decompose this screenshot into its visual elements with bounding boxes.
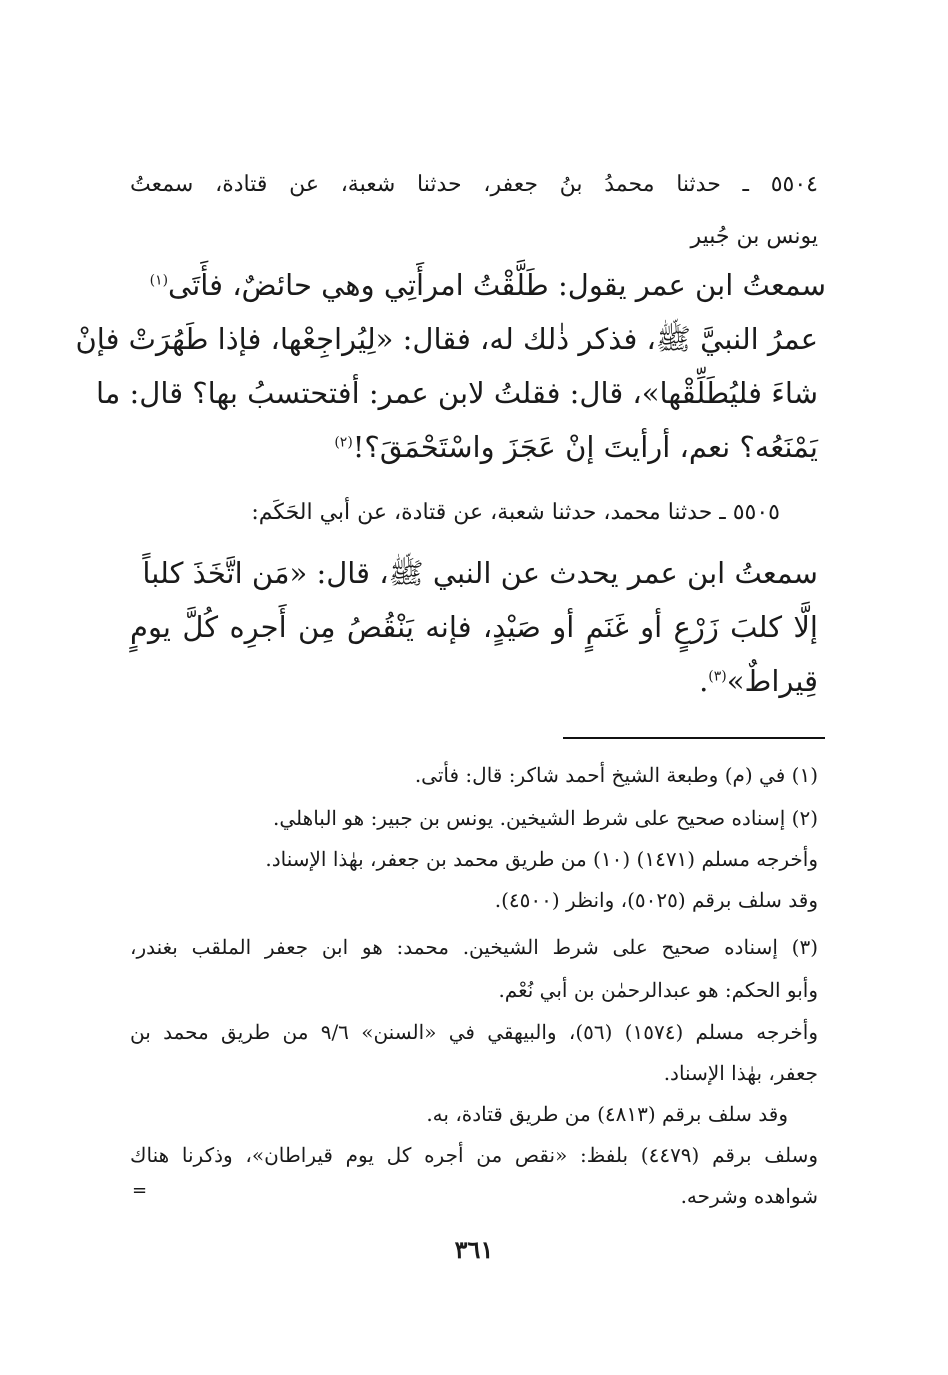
- footnote-3-line-2: وأبو الحكم: هو عبدالرحمٰن بن أبي نُعْم.: [498, 978, 818, 1002]
- footnote-3-line-4: جعفر، بهٰذا الإسناد.: [663, 1061, 818, 1085]
- hadith-5504-isnad-line-1: ٥٥٠٤ ـ حدثنا محمدُ بنُ جعفر، حدثنا شعبة، عن قتادة، سمعتُ: [130, 172, 818, 197]
- hadith-5505-matn-line-2: إلَّا كلبَ زَرْعٍ أو غَنَمٍ أو صَيْدٍ، فإنه يَنْقُصُ مِن أَجرِه كُلَّ يومٍ: [130, 610, 818, 644]
- footnote-1-line-1: (١) في (م) وطبعة الشيخ أحمد شاكر: قال: فأتى.: [414, 763, 818, 787]
- hadith-5505-matn-line-1: سمعتُ ابن عمر يحدث عن النبي ﷺ، قال: «مَن اتَّخَذَ كلباً: [142, 556, 818, 590]
- footnote-2-line-2: وأخرجه مسلم (١٤٧١) (١٠) من طريق محمد بن جعفر، بهٰذا الإسناد.: [265, 847, 818, 871]
- footnote-3-line-7: شواهده وشرحه.: [680, 1184, 818, 1208]
- footnote-marker-3: (٣): [708, 668, 727, 685]
- footnote-3-line-3: وأخرجه مسلم (١٥٧٤) (٥٦)، والبيهقي في «السنن» ٩/٦ من طريق محمد بن: [130, 1020, 819, 1044]
- footnote-separator: [563, 737, 825, 739]
- footnote-2-line-3: وقد سلف برقم (٥٠٢٥)، وانظر (٤٥٠٠).: [494, 888, 818, 912]
- footnote-marker-2: (٢): [334, 434, 353, 451]
- footnote-3-line-6: وسلف برقم (٤٤٧٩) بلفظ: «نقص من أجره كل يوم قيراطان»، وذكرنا هناك: [130, 1143, 819, 1167]
- footnote-3-line-1: (٣) إسناده صحيح على شرط الشيخين. محمد: هو ابن جعفر الملقب بغندر،: [130, 935, 818, 959]
- hadith-5505-isnad-line-1: ٥٥٠٥ ـ حدثنا محمد، حدثنا شعبة، عن قتادة، عن أبي الحَكَم:: [251, 500, 780, 525]
- continuation-mark: =: [132, 1180, 148, 1201]
- hadith-5504-matn-line-1: سمعتُ ابن عمر يقول: طَلَّقْتُ امرأَتِي وهي حائضٌ، فأَتَى$^{(١)}$: [149, 268, 826, 302]
- footnote-3-line-5: وقد سلف برقم (٤٨١٣) من طريق قتادة، به.: [426, 1102, 788, 1126]
- hadith-5505-matn-line-3: قِيراطٌ»$^{(٣)}$.: [699, 664, 818, 698]
- hadith-5504-isnad-line-2: يونس بن جُبير: [690, 224, 818, 249]
- footnote-2-line-1: (٢) إسناده صحيح على شرط الشيخين. يونس بن جبير: هو الباهلي.: [273, 806, 818, 830]
- hadith-5504-matn-line-3: شاءَ فليُطَلِّقْها»، قال: فقلتُ لابن عمر: أفتحتسبُ بها؟ قال: ما: [95, 376, 818, 410]
- hadith-5504-matn-line-2: عمرُ النبيَّ ﷺ، فذكر ذٰلك له، فقال: «لِيُراجِعْها، فإذا طَهُرَتْ فإنْ: [75, 322, 818, 356]
- page-number: ٣٦١: [454, 1235, 494, 1264]
- hadith-5504-matn-line-4: يَمْنَعُه؟ نعم، أرأيتَ إنْ عَجَزَ واسْتَحْمَقَ؟!$^{(٢)}$: [334, 430, 818, 464]
- footnote-marker-1: (١): [149, 272, 169, 289]
